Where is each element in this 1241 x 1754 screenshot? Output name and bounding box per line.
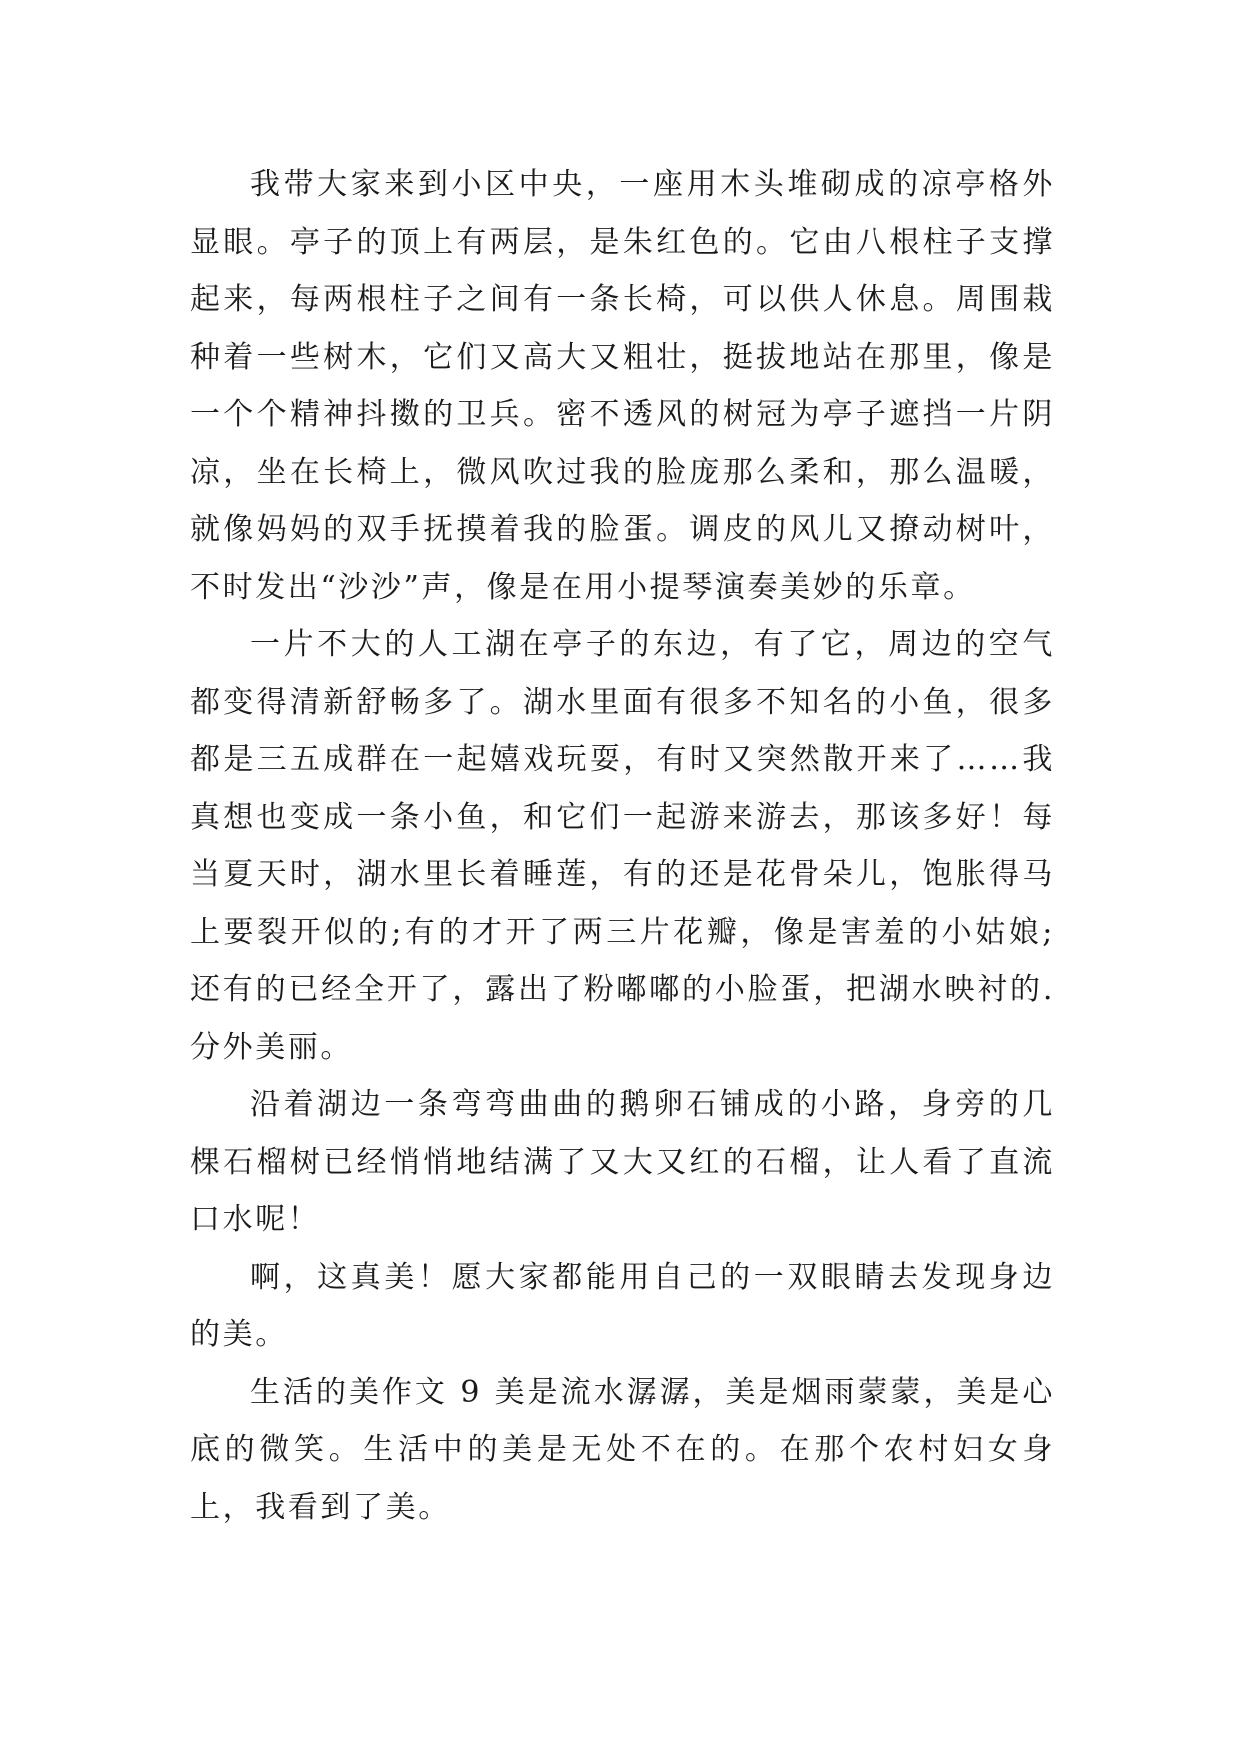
- paragraph-closing: 啊，这真美！愿大家都能用自己的一双眼睛去发现身边的美。: [190, 1259, 1055, 1352]
- paragraph-pavilion: 我带大家来到小区中央，一座用木头堆砌成的凉亭格外显眼。亭子的顶上有两层，是朱红色的。它由八根柱子支撑起来，每两根柱子之间有一条长椅，可以供人休息。周围栽种着一些树木，它们又高大又粗壮，挺拔地站在那里，像是一个个精神抖擞的卫兵。密不透风的树冠为亭子遮挡一片阴凉，坐在长椅上，微风吹过我的脸庞那么柔和，那么温暖，就像妈妈的双手抚摸着我的脸蛋。调皮的风儿又撩动树叶，不时发出“沙沙”声，像是在用小提琴演奏美妙的乐章。: [190, 167, 1055, 605]
- paragraph-lake: 一片不大的人工湖在亭子的东边，有了它，周边的空气都变得清新舒畅多了。湖水里面有很多不知名的小鱼，很多都是三五成群在一起嬉戏玩耍，有时又突然散开来了……我真想也变成一条小鱼，和它们一起游来游去，那该多好！每当夏天时，湖水里长着睡莲，有的还是花骨朵儿，饱胀得马上要裂开似的;有的才开了两三片花瓣，像是害羞的小姑娘;还有的已经全开了，露出了粉嘟嘟的小脸蛋，把湖水映衬的.分外美丽。: [190, 627, 1055, 1065]
- paragraph-essay-9: [190, 1364, 1055, 1537]
- essay-title: 生活的美作文 9: [250, 1374, 483, 1410]
- document-body: [190, 156, 1055, 1536]
- essay-9-text: 美是流水潺潺，美是烟雨蒙蒙，美是心底的微笑。生活中的美是无处不在的。在那个农村妇女身上，我看到了美。: [190, 1374, 1056, 1525]
- paragraph-path: 沿着湖边一条弯弯曲曲的鹅卵石铺成的小路，身旁的几棵石榴树已经悄悄地结满了又大又红的石榴，让人看了直流口水呢！: [190, 1087, 1055, 1237]
- title-gap: [482, 1375, 495, 1410]
